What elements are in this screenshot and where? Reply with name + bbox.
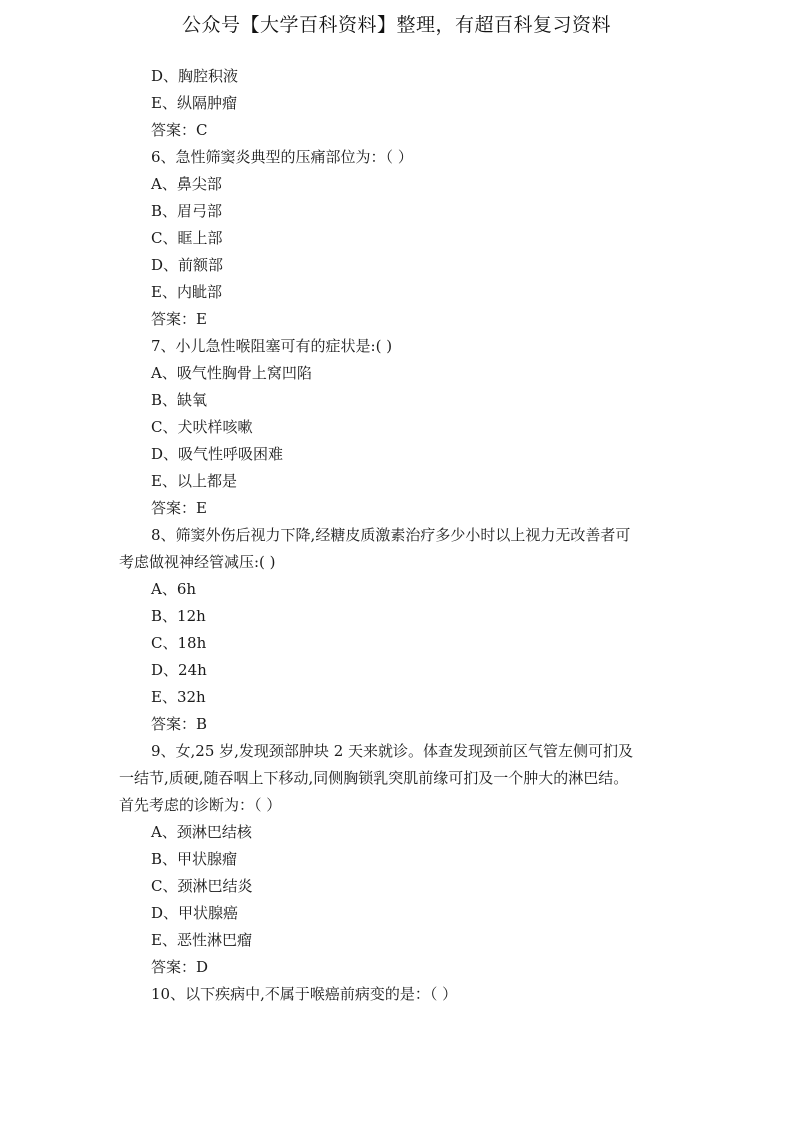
answer-line: 答案：E bbox=[151, 310, 207, 328]
option-line: A、颈淋巴结核 bbox=[151, 823, 252, 841]
question-stem-continued: 考虑做视神经管减压:( ) bbox=[119, 553, 276, 571]
option-line: B、甲状腺瘤 bbox=[151, 850, 238, 868]
option-line: D、甲状腺癌 bbox=[151, 904, 239, 922]
question-stem: 6、急性筛窦炎典型的压痛部位为：（ ） bbox=[151, 148, 413, 166]
option-line: E、恶性淋巴瘤 bbox=[151, 931, 252, 949]
option-line: D、24h bbox=[151, 661, 207, 679]
option-line: E、32h bbox=[151, 688, 206, 706]
option-line: B、12h bbox=[151, 607, 206, 625]
question-stem: 9、女,25 岁,发现颈部肿块 2 天来就诊。体查发现颈前区气管左侧可扪及 bbox=[151, 742, 634, 760]
answer-line: 答案：C bbox=[151, 121, 208, 139]
option-line: E、以上都是 bbox=[151, 472, 237, 490]
document-body bbox=[119, 63, 679, 1008]
option-line: C、犬吠样咳嗽 bbox=[151, 418, 253, 436]
option-line: A、6h bbox=[151, 580, 197, 598]
option-line: A、鼻尖部 bbox=[151, 175, 222, 193]
page-header: 公众号【大学百科资料】整理，有超百科复习资料 bbox=[181, 14, 611, 36]
answer-line: 答案：D bbox=[151, 958, 209, 976]
question-stem: 10、以下疾病中,不属于喉癌前病变的是：（ ） bbox=[151, 985, 458, 1003]
option-line: C、眶上部 bbox=[151, 229, 223, 247]
answer-line: 答案：B bbox=[151, 715, 208, 733]
option-line: D、胸腔积液 bbox=[151, 67, 239, 85]
option-line: D、前额部 bbox=[151, 256, 224, 274]
option-line: A、吸气性胸骨上窝凹陷 bbox=[151, 364, 312, 382]
question-stem: 7、小儿急性喉阻塞可有的症状是:( ) bbox=[151, 337, 393, 355]
option-line: C、颈淋巴结炎 bbox=[151, 877, 253, 895]
question-stem: 8、筛窦外伤后视力下降,经糖皮质激素治疗多少小时以上视力无改善者可 bbox=[151, 526, 631, 544]
question-stem-continued: 一结节,质硬,随吞咽上下移动,同侧胸锁乳突肌前缘可扪及一个肿大的淋巴结。 bbox=[119, 769, 629, 787]
option-line: E、纵隔肿瘤 bbox=[151, 94, 237, 112]
option-line: B、缺氧 bbox=[151, 391, 208, 409]
answer-line: 答案：E bbox=[151, 499, 207, 517]
option-line: E、内眦部 bbox=[151, 283, 222, 301]
option-line: D、吸气性呼吸困难 bbox=[151, 445, 284, 463]
option-line: C、18h bbox=[151, 634, 207, 652]
option-line: B、眉弓部 bbox=[151, 202, 223, 220]
question-stem-continued: 首先考虑的诊断为：（ ） bbox=[119, 796, 282, 814]
